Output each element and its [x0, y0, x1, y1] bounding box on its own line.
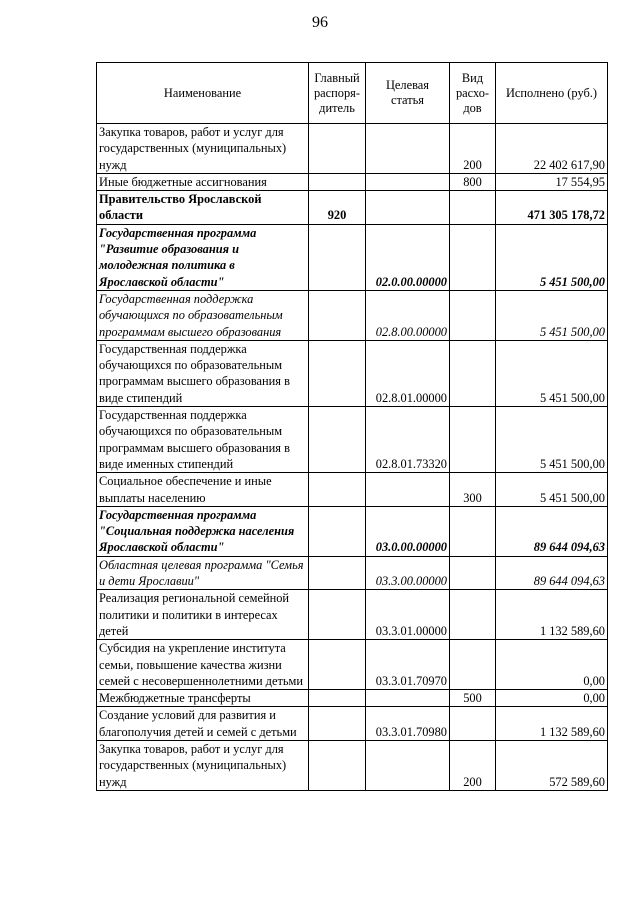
row-target-item: 03.3.01.70970 [366, 640, 450, 690]
table-row [97, 124, 608, 174]
table-row [97, 556, 608, 590]
row-amount: 89 644 094,63 [496, 506, 608, 556]
row-amount: 572 589,60 [496, 740, 608, 790]
row-target-item: 03.3.01.00000 [366, 590, 450, 640]
row-name: Государственная поддержка обучающихся по образовательным программам высшего образования в виде именных стипендий [97, 407, 309, 473]
row-expense-type [450, 590, 496, 640]
row-amount: 5 451 500,00 [496, 407, 608, 473]
table-row [97, 640, 608, 690]
row-name: Субсидия на укрепление института семьи, повышение качества жизни семей с несовершеннолетними детьми [97, 640, 309, 690]
row-main-manager [309, 340, 366, 406]
row-expense-type: 800 [450, 173, 496, 190]
row-target-item [366, 473, 450, 507]
row-name: Реализация региональной семейной политики и политики в интересах детей [97, 590, 309, 640]
row-amount: 89 644 094,63 [496, 556, 608, 590]
col-header-executed: Исполнено (руб.) [496, 63, 608, 124]
row-target-item: 03.0.00.00000 [366, 506, 450, 556]
row-target-item: 02.8.01.73320 [366, 407, 450, 473]
row-main-manager [309, 556, 366, 590]
budget-table [96, 62, 608, 791]
row-main-manager [309, 690, 366, 707]
row-name: Закупка товаров, работ и услуг для государственных (муниципальных) нужд [97, 124, 309, 174]
row-main-manager [309, 506, 366, 556]
table-header-row [97, 63, 608, 124]
page-number: 96 [312, 14, 328, 31]
row-amount: 5 451 500,00 [496, 473, 608, 507]
row-main-manager: 920 [309, 191, 366, 225]
table-row [97, 340, 608, 406]
row-amount: 17 554,95 [496, 173, 608, 190]
row-expense-type [450, 191, 496, 225]
table-row [97, 290, 608, 340]
row-main-manager [309, 290, 366, 340]
row-expense-type: 300 [450, 473, 496, 507]
row-main-manager [309, 124, 366, 174]
row-amount: 0,00 [496, 690, 608, 707]
table-row [97, 407, 608, 473]
row-target-item [366, 740, 450, 790]
row-main-manager [309, 473, 366, 507]
row-name: Государственная программа "Социальная поддержка населения Ярославской области" [97, 506, 309, 556]
row-target-item [366, 173, 450, 190]
row-expense-type [450, 290, 496, 340]
row-name: Иные бюджетные ассигнования [97, 173, 309, 190]
row-main-manager [309, 707, 366, 741]
row-expense-type [450, 707, 496, 741]
table-row [97, 690, 608, 707]
row-expense-type: 200 [450, 740, 496, 790]
row-target-item: 02.0.00.00000 [366, 224, 450, 290]
table-row [97, 224, 608, 290]
row-main-manager [309, 407, 366, 473]
row-name: Межбюджетные трансферты [97, 690, 309, 707]
row-target-item [366, 191, 450, 225]
table-row [97, 191, 608, 225]
row-expense-type: 500 [450, 690, 496, 707]
row-expense-type [450, 506, 496, 556]
table-row [97, 173, 608, 190]
row-main-manager [309, 640, 366, 690]
row-expense-type [450, 224, 496, 290]
row-expense-type [450, 340, 496, 406]
row-amount: 5 451 500,00 [496, 340, 608, 406]
row-amount: 1 132 589,60 [496, 707, 608, 741]
row-target-item: 03.3.00.00000 [366, 556, 450, 590]
row-main-manager [309, 740, 366, 790]
row-target-item [366, 690, 450, 707]
row-expense-type [450, 640, 496, 690]
row-name: Государственная поддержка обучающихся по образовательным программам высшего образования в виде стипендий [97, 340, 309, 406]
row-name: Областная целевая программа "Семья и дети Ярославии" [97, 556, 309, 590]
row-target-item: 02.8.00.00000 [366, 290, 450, 340]
row-name: Создание условий для развития и благополучия детей и семей с детьми [97, 707, 309, 741]
row-target-item [366, 124, 450, 174]
col-header-target-item: Целевая статья [366, 63, 450, 124]
row-expense-type [450, 556, 496, 590]
table-row [97, 740, 608, 790]
row-main-manager [309, 590, 366, 640]
table-row [97, 473, 608, 507]
table-row [97, 707, 608, 741]
row-name: Государственная поддержка обучающихся по образовательным программам высшего образования [97, 290, 309, 340]
table-row [97, 590, 608, 640]
row-main-manager [309, 224, 366, 290]
row-name: Социальное обеспечение и иные выплаты населению [97, 473, 309, 507]
col-header-expense-type: Вид расхо-дов [450, 63, 496, 124]
table-row [97, 506, 608, 556]
row-target-item: 03.3.01.70980 [366, 707, 450, 741]
row-name: Закупка товаров, работ и услуг для государственных (муниципальных) нужд [97, 740, 309, 790]
row-amount: 5 451 500,00 [496, 224, 608, 290]
row-main-manager [309, 173, 366, 190]
row-target-item: 02.8.01.00000 [366, 340, 450, 406]
row-expense-type: 200 [450, 124, 496, 174]
row-amount: 22 402 617,90 [496, 124, 608, 174]
row-name: Правительство Ярославской области [97, 191, 309, 225]
row-amount: 5 451 500,00 [496, 290, 608, 340]
row-amount: 1 132 589,60 [496, 590, 608, 640]
row-amount: 471 305 178,72 [496, 191, 608, 225]
col-header-main-manager: Главный распоря-дитель [309, 63, 366, 124]
row-name: Государственная программа "Развитие образования и молодежная политика в Ярославской области" [97, 224, 309, 290]
row-amount: 0,00 [496, 640, 608, 690]
col-header-name: Наименование [97, 63, 309, 124]
row-expense-type [450, 407, 496, 473]
